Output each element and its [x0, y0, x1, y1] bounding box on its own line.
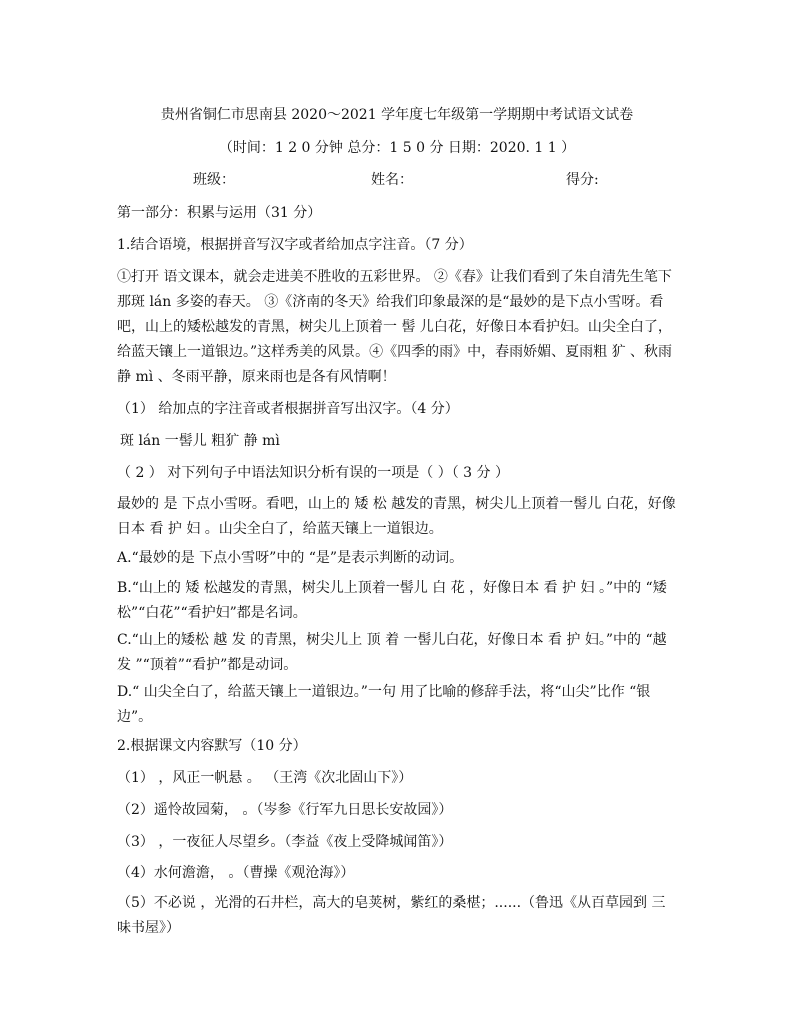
dictation-item-4: （4）水何澹澹， 。（曹操《观沧海》） [117, 865, 355, 881]
exam-title: 贵州省铜仁市思南县 2020～2021 学年度七年级第一学期期中考试语文试卷 [160, 107, 634, 123]
class-field-label: 班级： [193, 172, 235, 188]
name-field-label: 姓名： [371, 172, 413, 188]
question2-title: 2.根据课文内容默写（10 分） [117, 738, 307, 754]
option-b: B.“山上的 矮 松越发的青黑，树尖儿上顶着一髻儿 白 花 ，好像日本 看 护 妇 。”中的 “矮松”“白花”“看护妇”都是名词。 [117, 580, 667, 621]
question1-sub2-passage: 最妙的 是 下点小雪呀。看吧，山上的 矮 松 越发的青黑，树尖儿上顶着一髻儿 白花，好像日本 看 护 妇 。山尖全白了，给蓝天镶上一道银边。 [117, 496, 676, 537]
dictation-item-1: （1） ，风正一帆悬 。 （王湾《次北固山下》） [117, 770, 413, 786]
dictation-item-5: （5）不必说 ，光滑的石井栏，高大的皂荚树，紫红的桑椹；......（鲁迅《从百草园到 三味书屋》） [117, 895, 666, 936]
exam-subtitle: （时间：1 2 0 分钟 总分：1 5 0 分 日期：2020. 1 1 ） [218, 140, 576, 156]
question1-sub1: （1） 给加点的字注音或者根据拼音写出汉字。（4 分） [117, 401, 459, 417]
option-a: A.“最妙的是 下点小雪呀”中的 “是”是表示判断的动词。 [117, 550, 464, 566]
question1-passage: ①打开 语文课本，就会走进美不胜收的五彩世界。 ②《春》让我们看到了朱自清先生笔下那斑 lán 多姿的春天。 ③《济南的冬天》给我们印象最深的是“最妙的是下点小雪呀。看吧，山上的矮松越发的青黑，树尖儿上顶着一 髻 儿白花，好像日本看护妇。山尖全白了，给蓝天镶上一道银边。”这样秀美的风景。④《四季的雨》中，春雨娇媚、夏雨粗 犷 、秋雨静 mì 、冬雨平静，原来雨也是各有风情啊！ [117, 269, 673, 385]
dictation-item-2: （2）遥怜故园菊， 。（岑参《行军九日思长安故园》） [117, 802, 453, 818]
dictation-item-3: （3） ，一夜征人尽望乡。（李益《夜上受降城闻笛》） [117, 834, 453, 850]
part1-title: 第一部分：积累与运用（31 分） [117, 205, 322, 221]
option-c: C.“山上的矮松 越 发 的青黑，树尖儿上 顶 着 一髻儿白花，好像日本 看 护 妇。”中的 “越 发 ”“顶着”“看护”都是动词。 [117, 632, 667, 673]
option-d: D.“ 山尖全白了，给蓝天镶上一道银边。”一句 用了比喻的修辞手法，将“山尖”比作 “银边”。 [117, 684, 651, 725]
score-field-label: 得分: [566, 172, 599, 188]
question1-sub2: （ 2 ） 对下列句子中语法知识分析有误的一项是（ ）（ 3 分 ） [117, 465, 509, 481]
question1-title: 1.结合语境，根据拼音写汉字或者给加点字注音。（7 分） [117, 237, 473, 253]
question1-sub1-items: 斑 lán 一髻儿 粗犷 静 mì [120, 433, 280, 449]
